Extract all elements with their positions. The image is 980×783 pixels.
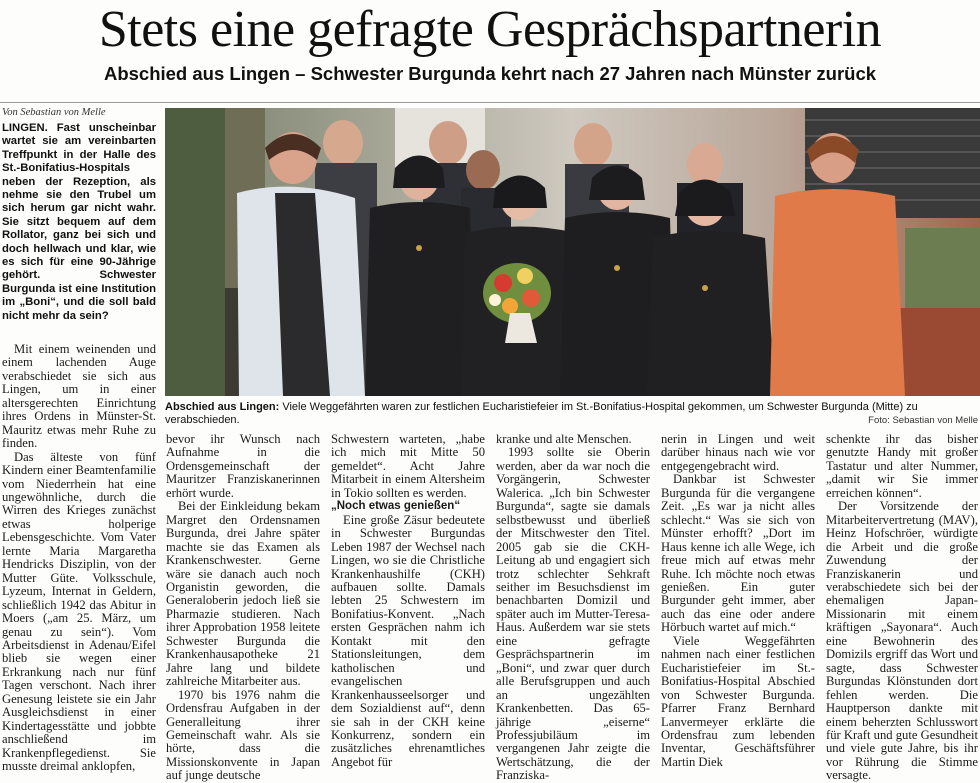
paragraph: nerin in Lingen und weit darüber hinaus nach wie vor entgegengebracht wird. bbox=[661, 432, 815, 473]
divider bbox=[0, 102, 980, 103]
paragraph: kranke und alte Menschen. bbox=[496, 432, 632, 446]
paragraph: Mit einem weinenden und einem lachenden Auge verabschiedet sie sich aus Lingen, um in einer altersgerechten Einrichtung ihres Ordens in Münster-St. Mauritz etwas mehr Ruhe zu finden. bbox=[2, 342, 156, 451]
headline: Stets eine gefragte Gesprächspartnerin bbox=[98, 1, 882, 58]
paragraph: 1970 bis 1976 nahm die Ordensfrau Aufgaben in der Generalleitung ihrer Gemeinschaft wahr. Als sie hörte, dass die Missionskonvente in Japan auf junge deutsche bbox=[166, 687, 320, 783]
paragraph: 1993 sollte sie Oberin werden, aber da war noch die Vorgängerin, Schwester Walerica. „Ich bin Schwester Burgunda“, sagte sie damals selbstbewusst und überließ der Mitschwester den Titel. 2005 gab sie die CKH-Leitung ab und engagiert sich trotz schlechter Sehkraft seither im Besuchsdienst im benachbarten Domizil und später auch im Mutter-Teresa-Haus. Außerdem war sie stets eine gefragte Gesprächspartnerin im „Boni“, und zwar quer durch alle Berufsgruppen und auch an ungezählten Krankenbetten. Das 65-jährige „eiserne“ Professjubiläum im vergangenen Jahr zeigte die Wertschätzung, die der Franziska- bbox=[496, 445, 650, 783]
paragraph: Dankbar ist Schwester Burgunda für die vergangene Zeit. „Es war ja nicht alles schlecht.“ Was sie sich von Münster erhofft? „Dort im Haus kenne ich alle Wege, ich freue mich auf etwas mehr Ruhe. Ich möchte noch etwas genießen. Ein guter Burgunder geht immer, aber auch das eine oder andere Hörbuch wartet auf mich.“ bbox=[661, 472, 815, 635]
caption-text: Viele Weggefährten waren zur festlichen Eucharistiefeier im St.-Bonifatius-Hospital gekommen, um Schwester Burgunda (Mitte) zu verabschieden. bbox=[165, 401, 918, 426]
paragraph: Schwestern warteten, „habe ich mich mit Mitte 50 gemeldet“. Acht Jahre Mitarbeit in einem Altersheim in Tokio sollten es werden. bbox=[331, 432, 485, 500]
column-6 bbox=[826, 432, 978, 783]
byline: Von Sebastian von Melle bbox=[2, 107, 106, 118]
paragraph: Viele Weggefährten nahmen nach einer festlichen Eucharistiefeier im St.-Bonifatius-Hospital Abschied von Schwester Burgunda. Pfarrer Franz Bernhard Lanvermeyer erklärte die Ordensfrau zum lebenden Inventar, Geschäftsführer Martin Diek bbox=[661, 633, 815, 769]
caption-label: Abschied aus Lingen: bbox=[165, 401, 280, 413]
paragraph: schenkte ihr das bisher genutzte Handy mit großer Tastatur und alter Nummer, „damit wir Sie immer erreichen können“. bbox=[826, 432, 978, 500]
column-2 bbox=[166, 432, 320, 783]
photo-caption bbox=[165, 401, 980, 427]
photo-credit: Foto: Sebastian von Melle bbox=[868, 415, 978, 426]
paragraph: Eine große Zäsur bedeutete in Schwester Burgundas Leben 1987 der Wechsel nach Lingen, wo sie die Christliche Krankenhaushilfe (CKH) aufbauen sollte. Damals lebten 25 Schwestern im Bonifatius-Konvent. „Nach ersten Gesprächen nahm ich Kontakt mit den Stationsleitungen, dem katholischen und evangelischen Krankenhausseelsorger und dem Sozialdienst auf“, denn sie sah in der CKH keine Konkurrenz, sondern ein zusätzliches ehrenamtliches Angebot für bbox=[331, 512, 485, 769]
paragraph: Der Vorsitzende der Mitarbeitervertretung (MAV), Heinz Hofschröer, würdigte die Arbeit und die große Zuwendung der Franziskanerin und verabschiedete sich bei der ehemaligen Japan-Missionarin mit einem kräftigen „Sayonara“. Auch eine Bewohnerin des Domizils ergriff das Wort und sagte, dass Schwester Burgundas Klönstunden dort fehlen werden. Die Hauptperson dankte mit einem beherzten Schlusswort für Kraft und gute Gesundheit und viele gute Jahre, bis ihr vor Rührung die Stimme versagte. bbox=[826, 499, 978, 783]
subheadline: Abschied aus Lingen – Schwester Burgunda kehrt nach 27 Jahren nach Münster zurück bbox=[103, 63, 877, 84]
paragraph: Das älteste von fünf Kindern einer Beamtenfamilie vom Niederrhein hat eine ungewöhnliche, durch die Wirren des Krieges zunächst etwas holperige Lebensgeschichte. Vom Vater lernte Maria Margaretha Hendricks Disziplin, von der Mutter Güte. Volksschule, Lyzeum, Internat in Geldern, schließlich 1942 das Abitur in Moers („am 25. März, um genau zu sein“). Vom Arbeitsdienst in Adenau/Eifel blieb sie wegen einer Erkrankung nach nur fünf Tagen verschont. Nach ihrer Genesung leistete sie ein Jahr Ausgleichsdienst in einer Kindertagesstätte und jobbte anschließend im Krankenpflegedienst. Sie musste dreimal anklopfen, bbox=[2, 449, 156, 774]
group-photo bbox=[165, 108, 980, 396]
paragraph: bevor ihr Wunsch nach Aufnahme in die Ordensgemeinschaft der Mauritzer Franziskanerinnen erhört wurde. bbox=[166, 432, 320, 500]
column-1 bbox=[2, 342, 156, 774]
crosshead: „Noch etwas genießen“ bbox=[331, 500, 461, 513]
paragraph: Bei der Einkleidung bekam Margret den Ordensnamen Burgunda, drei Jahre später machte sie das Examen als Krankenschwester. Gerne wäre sie danach auch noch Organistin geworden, die Generaloberin jedoch ließ sie Pharmazie studieren. Nach ihrer Approbation 1958 leitete Schwester Burgunda die Krankenhausapotheke 21 Jahre lang und bildete zahlreiche Mitarbeiter aus. bbox=[166, 499, 320, 689]
lead-paragraph: LINGEN. Fast unscheinbar wartet sie am vereinbarten Treffpunkt in der Halle des St.-Bonifatius-Hospitals neben der Rezeption, als nehme sie den Trubel um sich herum gar nicht wahr. Sie sitzt bequem auf dem Rollator, ganz bei sich und doch hellwach und klar, wie es sich für eine 90-Jährige gehört. Schwester Burgunda ist eine Institution im „Boni“, und die soll bald nicht mehr da sein? bbox=[2, 122, 156, 322]
column-5 bbox=[661, 432, 815, 769]
column-4 bbox=[496, 432, 650, 783]
column-3 bbox=[331, 432, 485, 769]
